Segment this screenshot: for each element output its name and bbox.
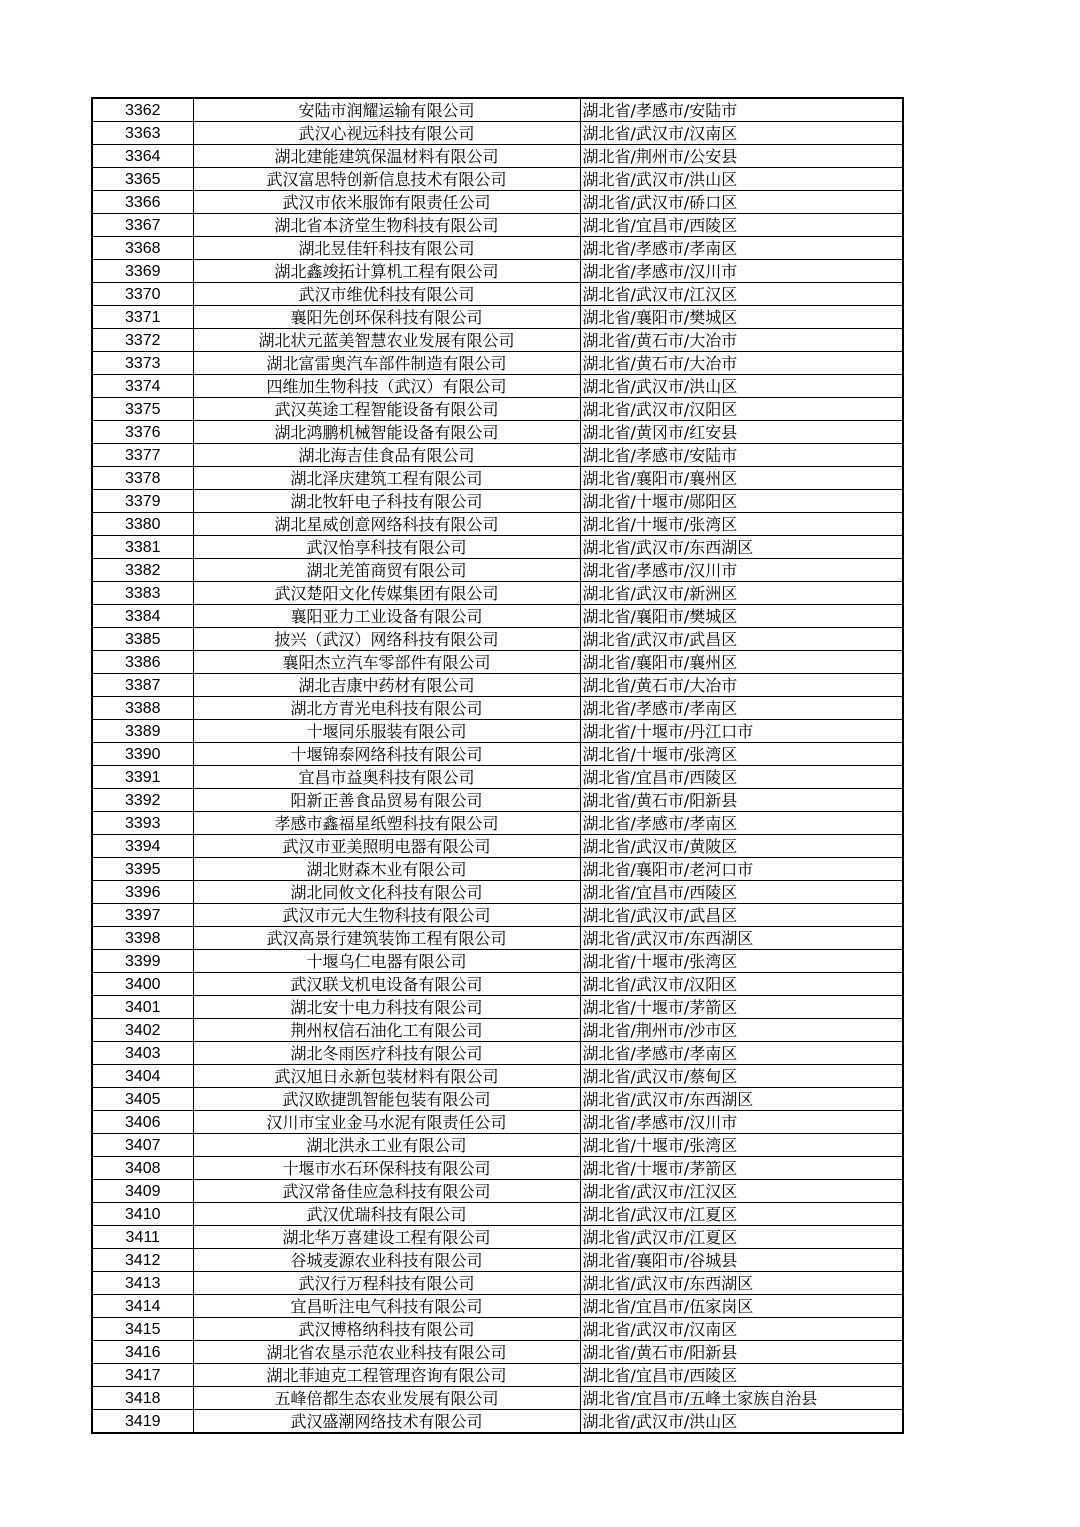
table-row: [92, 214, 903, 237]
table-row: [92, 1295, 903, 1318]
table-row: [92, 145, 903, 168]
row-number-cell: 3378: [92, 467, 193, 490]
row-number-cell: 3381: [92, 536, 193, 559]
row-number-cell: 3415: [92, 1318, 193, 1341]
region-cell: 湖北省/孝感市/孝南区: [580, 237, 903, 260]
region-cell: 湖北省/十堰市/张湾区: [580, 743, 903, 766]
company-name-cell: 湖北方青光电科技有限公司: [193, 697, 580, 720]
row-number-cell: 3405: [92, 1088, 193, 1111]
row-number-cell: 3404: [92, 1065, 193, 1088]
table-row: [92, 444, 903, 467]
table-row: [92, 674, 903, 697]
company-name-cell: 湖北状元蓝美智慧农业发展有限公司: [193, 329, 580, 352]
row-number-cell: 3390: [92, 743, 193, 766]
region-cell: 湖北省/孝感市/汉川市: [580, 260, 903, 283]
row-number-cell: 3385: [92, 628, 193, 651]
table-row: [92, 1203, 903, 1226]
row-number-cell: 3366: [92, 191, 193, 214]
region-cell: 湖北省/孝感市/孝南区: [580, 812, 903, 835]
region-cell: 湖北省/十堰市/茅箭区: [580, 996, 903, 1019]
region-cell: 湖北省/十堰市/张湾区: [580, 950, 903, 973]
table-row: [92, 1226, 903, 1249]
region-cell: 湖北省/武汉市/汉阳区: [580, 973, 903, 996]
company-name-cell: 武汉市元大生物科技有限公司: [193, 904, 580, 927]
row-number-cell: 3371: [92, 306, 193, 329]
table-row: [92, 1042, 903, 1065]
row-number-cell: 3394: [92, 835, 193, 858]
region-cell: 湖北省/黄石市/大冶市: [580, 674, 903, 697]
row-number-cell: 3408: [92, 1157, 193, 1180]
region-cell: 湖北省/武汉市/东西湖区: [580, 927, 903, 950]
table-row: [92, 467, 903, 490]
region-cell: 湖北省/武汉市/洪山区: [580, 1410, 903, 1434]
region-cell: 湖北省/襄阳市/襄州区: [580, 467, 903, 490]
region-cell: 湖北省/十堰市/张湾区: [580, 1134, 903, 1157]
company-name-cell: 宜昌昕注电气科技有限公司: [193, 1295, 580, 1318]
table-row: [92, 1134, 903, 1157]
row-number-cell: 3374: [92, 375, 193, 398]
region-cell: 湖北省/武汉市/武昌区: [580, 904, 903, 927]
region-cell: 湖北省/襄阳市/老河口市: [580, 858, 903, 881]
row-number-cell: 3399: [92, 950, 193, 973]
region-cell: 湖北省/十堰市/丹江口市: [580, 720, 903, 743]
region-cell: 湖北省/襄阳市/谷城县: [580, 1249, 903, 1272]
row-number-cell: 3397: [92, 904, 193, 927]
company-name-cell: 湖北省农垦示范农业科技有限公司: [193, 1341, 580, 1364]
row-number-cell: 3363: [92, 122, 193, 145]
row-number-cell: 3368: [92, 237, 193, 260]
row-number-cell: 3417: [92, 1364, 193, 1387]
row-number-cell: 3395: [92, 858, 193, 881]
region-cell: 湖北省/襄阳市/樊城区: [580, 605, 903, 628]
table-row: [92, 398, 903, 421]
region-cell: 湖北省/孝感市/安陆市: [580, 444, 903, 467]
company-name-cell: 孝感市鑫福星纸塑科技有限公司: [193, 812, 580, 835]
region-cell: 湖北省/黄石市/大冶市: [580, 352, 903, 375]
region-cell: 湖北省/宜昌市/西陵区: [580, 881, 903, 904]
company-name-cell: 襄阳亚力工业设备有限公司: [193, 605, 580, 628]
company-name-cell: 湖北鑫竣拓计算机工程有限公司: [193, 260, 580, 283]
table-row: [92, 1318, 903, 1341]
table-row: [92, 789, 903, 812]
company-name-cell: 武汉英途工程智能设备有限公司: [193, 398, 580, 421]
table-row: [92, 1387, 903, 1410]
company-name-cell: 阳新正善食品贸易有限公司: [193, 789, 580, 812]
row-number-cell: 3373: [92, 352, 193, 375]
row-number-cell: 3402: [92, 1019, 193, 1042]
table-row: [92, 352, 903, 375]
table-row: [92, 1088, 903, 1111]
table-row: [92, 582, 903, 605]
table-row: [92, 513, 903, 536]
company-name-cell: 武汉怡享科技有限公司: [193, 536, 580, 559]
table-row: [92, 98, 903, 122]
company-name-cell: 湖北海吉佳食品有限公司: [193, 444, 580, 467]
company-name-cell: 湖北建能建筑保温材料有限公司: [193, 145, 580, 168]
region-cell: 湖北省/孝感市/汉川市: [580, 559, 903, 582]
region-cell: 湖北省/宜昌市/西陵区: [580, 1364, 903, 1387]
company-name-cell: 武汉旭日永新包装材料有限公司: [193, 1065, 580, 1088]
row-number-cell: 3369: [92, 260, 193, 283]
table-row: [92, 306, 903, 329]
row-number-cell: 3419: [92, 1410, 193, 1434]
region-cell: 湖北省/黄石市/阳新县: [580, 1341, 903, 1364]
row-number-cell: 3412: [92, 1249, 193, 1272]
company-name-cell: 十堰乌仁电器有限公司: [193, 950, 580, 973]
row-number-cell: 3396: [92, 881, 193, 904]
company-name-cell: 十堰市水石环保科技有限公司: [193, 1157, 580, 1180]
table-row: [92, 881, 903, 904]
row-number-cell: 3400: [92, 973, 193, 996]
region-cell: 湖北省/十堰市/郧阳区: [580, 490, 903, 513]
row-number-cell: 3382: [92, 559, 193, 582]
row-number-cell: 3418: [92, 1387, 193, 1410]
company-name-cell: 武汉联戈机电设备有限公司: [193, 973, 580, 996]
row-number-cell: 3386: [92, 651, 193, 674]
company-name-cell: 宜昌市益奥科技有限公司: [193, 766, 580, 789]
region-cell: 湖北省/武汉市/江夏区: [580, 1203, 903, 1226]
region-cell: 湖北省/襄阳市/樊城区: [580, 306, 903, 329]
company-name-cell: 湖北财森木业有限公司: [193, 858, 580, 881]
company-name-cell: 武汉市维优科技有限公司: [193, 283, 580, 306]
company-name-cell: 武汉市亚美照明电器有限公司: [193, 835, 580, 858]
row-number-cell: 3414: [92, 1295, 193, 1318]
table-row: [92, 1410, 903, 1434]
company-name-cell: 湖北牧轩电子科技有限公司: [193, 490, 580, 513]
region-cell: 湖北省/孝感市/孝南区: [580, 697, 903, 720]
table-row: [92, 973, 903, 996]
table-row: [92, 283, 903, 306]
region-cell: 湖北省/武汉市/洪山区: [580, 375, 903, 398]
region-cell: 湖北省/武汉市/东西湖区: [580, 536, 903, 559]
company-name-cell: 武汉盛潮网络技术有限公司: [193, 1410, 580, 1434]
row-number-cell: 3377: [92, 444, 193, 467]
region-cell: 湖北省/武汉市/武昌区: [580, 628, 903, 651]
region-cell: 湖北省/武汉市/汉南区: [580, 122, 903, 145]
row-number-cell: 3416: [92, 1341, 193, 1364]
row-number-cell: 3391: [92, 766, 193, 789]
region-cell: 湖北省/荆州市/公安县: [580, 145, 903, 168]
company-name-cell: 湖北华万喜建设工程有限公司: [193, 1226, 580, 1249]
table-row: [92, 168, 903, 191]
table-row: [92, 605, 903, 628]
company-name-cell: 湖北富雷奥汽车部件制造有限公司: [193, 352, 580, 375]
region-cell: 湖北省/武汉市/黄陂区: [580, 835, 903, 858]
company-name-cell: 谷城麦源农业科技有限公司: [193, 1249, 580, 1272]
company-name-cell: 湖北昱佳轩科技有限公司: [193, 237, 580, 260]
company-name-cell: 湖北吉康中药材有限公司: [193, 674, 580, 697]
row-number-cell: 3411: [92, 1226, 193, 1249]
table-row: [92, 812, 903, 835]
region-cell: 湖北省/武汉市/新洲区: [580, 582, 903, 605]
company-name-cell: 汉川市宝业金马水泥有限责任公司: [193, 1111, 580, 1134]
row-number-cell: 3410: [92, 1203, 193, 1226]
company-name-cell: 武汉欧捷凯智能包装有限公司: [193, 1088, 580, 1111]
row-number-cell: 3393: [92, 812, 193, 835]
region-cell: 湖北省/宜昌市/西陵区: [580, 766, 903, 789]
table-row: [92, 490, 903, 513]
table-row: [92, 835, 903, 858]
company-name-cell: 武汉常备佳应急科技有限公司: [193, 1180, 580, 1203]
company-name-cell: 武汉行万程科技有限公司: [193, 1272, 580, 1295]
company-name-cell: 武汉博格纳科技有限公司: [193, 1318, 580, 1341]
region-cell: 湖北省/十堰市/茅箭区: [580, 1157, 903, 1180]
row-number-cell: 3379: [92, 490, 193, 513]
company-name-cell: 四维加生物科技（武汉）有限公司: [193, 375, 580, 398]
company-name-cell: 湖北洪永工业有限公司: [193, 1134, 580, 1157]
table-row: [92, 1157, 903, 1180]
row-number-cell: 3403: [92, 1042, 193, 1065]
region-cell: 湖北省/武汉市/东西湖区: [580, 1088, 903, 1111]
region-cell: 湖北省/武汉市/汉南区: [580, 1318, 903, 1341]
row-number-cell: 3392: [92, 789, 193, 812]
company-name-cell: 武汉高景行建筑装饰工程有限公司: [193, 927, 580, 950]
table-row: [92, 1019, 903, 1042]
company-name-cell: 湖北冬雨医疗科技有限公司: [193, 1042, 580, 1065]
row-number-cell: 3380: [92, 513, 193, 536]
row-number-cell: 3409: [92, 1180, 193, 1203]
region-cell: 湖北省/黄冈市/红安县: [580, 421, 903, 444]
row-number-cell: 3367: [92, 214, 193, 237]
table-row: [92, 559, 903, 582]
company-name-cell: 披兴（武汉）网络科技有限公司: [193, 628, 580, 651]
region-cell: 湖北省/武汉市/汉阳区: [580, 398, 903, 421]
table-row: [92, 421, 903, 444]
region-cell: 湖北省/宜昌市/五峰土家族自治县: [580, 1387, 903, 1410]
table-row: [92, 743, 903, 766]
table-row: [92, 697, 903, 720]
table-row: [92, 858, 903, 881]
table-row: [92, 651, 903, 674]
table-row: [92, 1341, 903, 1364]
table-row: [92, 904, 903, 927]
table-row: [92, 1111, 903, 1134]
region-cell: 湖北省/孝感市/汉川市: [580, 1111, 903, 1134]
table-row: [92, 237, 903, 260]
table-row: [92, 122, 903, 145]
company-name-cell: 武汉市依米服饰有限责任公司: [193, 191, 580, 214]
company-name-cell: 湖北星威创意网络科技有限公司: [193, 513, 580, 536]
row-number-cell: 3388: [92, 697, 193, 720]
table-row: [92, 1364, 903, 1387]
region-cell: 湖北省/武汉市/洪山区: [580, 168, 903, 191]
row-number-cell: 3387: [92, 674, 193, 697]
company-name-cell: 湖北安十电力科技有限公司: [193, 996, 580, 1019]
table-row: [92, 191, 903, 214]
company-name-cell: 湖北羌笛商贸有限公司: [193, 559, 580, 582]
row-number-cell: 3365: [92, 168, 193, 191]
table-row: [92, 996, 903, 1019]
company-name-cell: 荆州权信石油化工有限公司: [193, 1019, 580, 1042]
table-row: [92, 766, 903, 789]
company-name-cell: 湖北同攸文化科技有限公司: [193, 881, 580, 904]
table-row: [92, 950, 903, 973]
table-row: [92, 628, 903, 651]
row-number-cell: 3401: [92, 996, 193, 1019]
row-number-cell: 3376: [92, 421, 193, 444]
region-cell: 湖北省/武汉市/江夏区: [580, 1226, 903, 1249]
region-cell: 湖北省/十堰市/张湾区: [580, 513, 903, 536]
table-row: [92, 1272, 903, 1295]
company-name-cell: 十堰同乐服装有限公司: [193, 720, 580, 743]
region-cell: 湖北省/武汉市/硚口区: [580, 191, 903, 214]
company-list-table: [91, 97, 904, 1434]
table-row: [92, 536, 903, 559]
company-name-cell: 十堰锦泰网络科技有限公司: [193, 743, 580, 766]
region-cell: 湖北省/黄石市/阳新县: [580, 789, 903, 812]
row-number-cell: 3407: [92, 1134, 193, 1157]
region-cell: 湖北省/黄石市/大冶市: [580, 329, 903, 352]
row-number-cell: 3375: [92, 398, 193, 421]
row-number-cell: 3362: [92, 98, 193, 122]
company-name-cell: 武汉心视远科技有限公司: [193, 122, 580, 145]
row-number-cell: 3384: [92, 605, 193, 628]
region-cell: 湖北省/宜昌市/西陵区: [580, 214, 903, 237]
region-cell: 湖北省/武汉市/江汉区: [580, 283, 903, 306]
table-row: [92, 1249, 903, 1272]
region-cell: 湖北省/荆州市/沙市区: [580, 1019, 903, 1042]
company-name-cell: 湖北鸿鹏机械智能设备有限公司: [193, 421, 580, 444]
region-cell: 湖北省/武汉市/江汉区: [580, 1180, 903, 1203]
region-cell: 湖北省/襄阳市/襄州区: [580, 651, 903, 674]
table-row: [92, 927, 903, 950]
row-number-cell: 3364: [92, 145, 193, 168]
table-row: [92, 1065, 903, 1088]
row-number-cell: 3383: [92, 582, 193, 605]
company-name-cell: 襄阳先创环保科技有限公司: [193, 306, 580, 329]
row-number-cell: 3370: [92, 283, 193, 306]
row-number-cell: 3406: [92, 1111, 193, 1134]
table-row: [92, 720, 903, 743]
region-cell: 湖北省/孝感市/孝南区: [580, 1042, 903, 1065]
table-row: [92, 1180, 903, 1203]
table-row: [92, 375, 903, 398]
region-cell: 湖北省/宜昌市/伍家岗区: [580, 1295, 903, 1318]
row-number-cell: 3398: [92, 927, 193, 950]
table-row: [92, 329, 903, 352]
row-number-cell: 3413: [92, 1272, 193, 1295]
company-name-cell: 襄阳杰立汽车零部件有限公司: [193, 651, 580, 674]
company-name-cell: 武汉富思特创新信息技术有限公司: [193, 168, 580, 191]
company-name-cell: 五峰倍都生态农业发展有限公司: [193, 1387, 580, 1410]
region-cell: 湖北省/武汉市/蔡甸区: [580, 1065, 903, 1088]
region-cell: 湖北省/武汉市/东西湖区: [580, 1272, 903, 1295]
row-number-cell: 3372: [92, 329, 193, 352]
company-name-cell: 安陆市润耀运输有限公司: [193, 98, 580, 122]
table-body: [92, 98, 903, 1433]
company-name-cell: 武汉优瑞科技有限公司: [193, 1203, 580, 1226]
company-name-cell: 武汉楚阳文化传媒集团有限公司: [193, 582, 580, 605]
table-row: [92, 260, 903, 283]
company-name-cell: 湖北省本济堂生物科技有限公司: [193, 214, 580, 237]
company-name-cell: 湖北泽庆建筑工程有限公司: [193, 467, 580, 490]
company-name-cell: 湖北菲迪克工程管理咨询有限公司: [193, 1364, 580, 1387]
region-cell: 湖北省/孝感市/安陆市: [580, 98, 903, 122]
row-number-cell: 3389: [92, 720, 193, 743]
